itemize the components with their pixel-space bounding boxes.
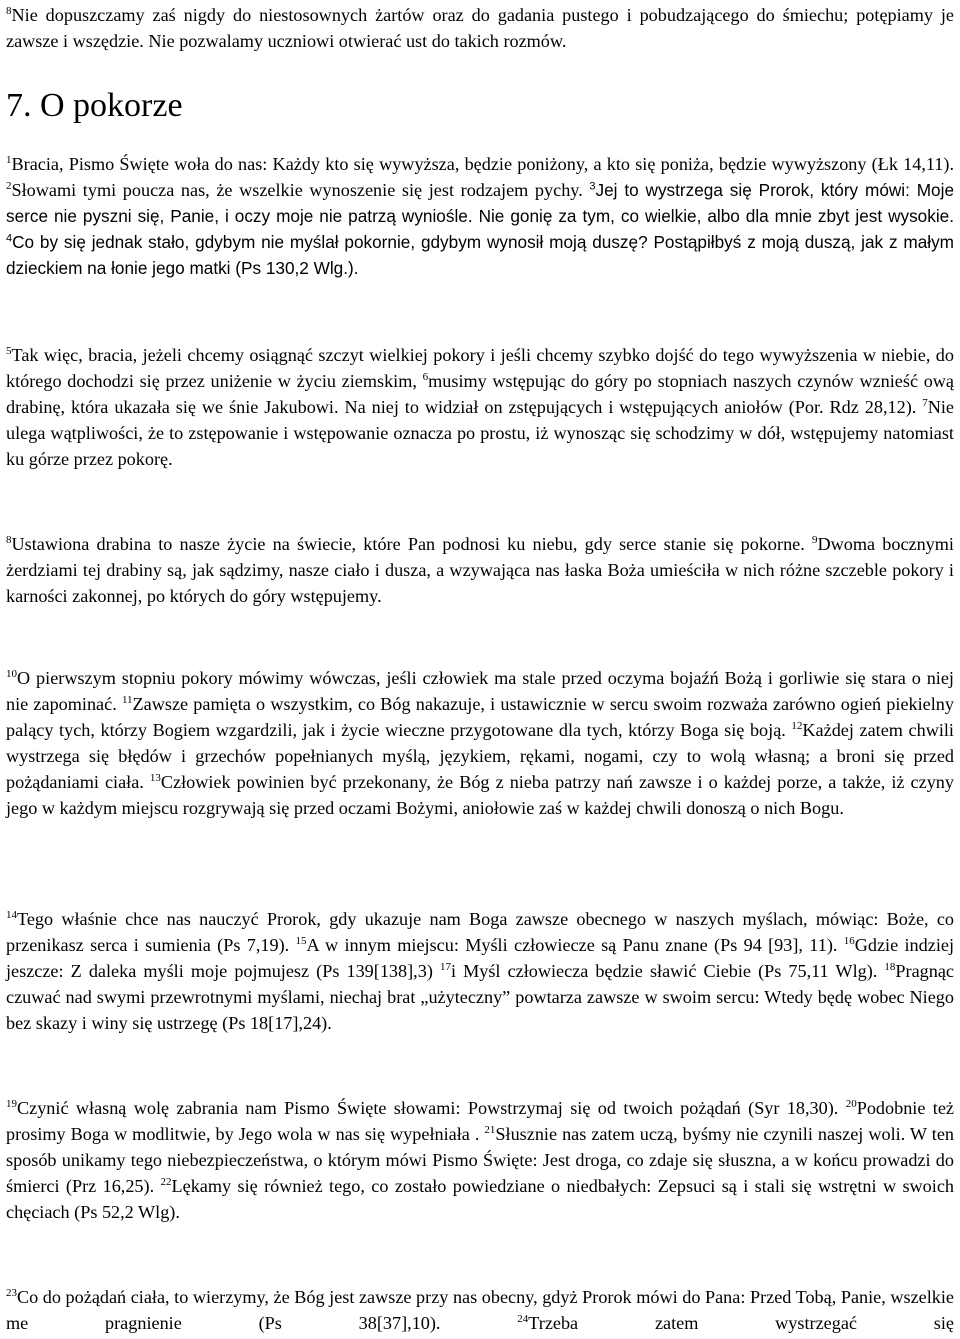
verse-text: i Myśl człowiecza będzie sławić Ciebie (Ps 75,11 Wlg). [450, 961, 885, 981]
verse-number: 4 [6, 232, 13, 245]
verse-text: Słusznie nas zatem uczą, byśmy nie czynili naszej woli. W ten sposób unikamy tego niebezpieczeństwa, o którym mówi Pismo Święte: Jest droga, co zdaje się słuszna, a w końcu prowadzi do śmierci (Prz 16,25). [6, 1124, 954, 1196]
verse-number: 1 [6, 153, 12, 166]
verse-number: 23 [6, 1286, 17, 1299]
verse-text: Zawsze pamięta o wszystkim, co Bóg nakazuje, i ustawicznie w sercu swoim rozważa zarówno ogień piekielny palący tych, którzy Bogiem wzgardzili, jak i życie wieczne przygotowane dla tych, którzy Boga się boją. [6, 694, 954, 740]
verse-number: 20 [845, 1097, 857, 1110]
verse-text: Człowiek powinien być przekonany, że Bóg z nieba patrzy nań zawsze i o każdej porze, a także, iż czyny jego w każdym miejscu rozgrywają się przed oczami Bożymi, aniołowie zaś w każdej chwili donoszą o nich Bogu. [6, 772, 954, 818]
paragraph-rule-6-end [6, 2, 954, 54]
verse-number: 21 [484, 1123, 496, 1136]
paragraph-verses-5-7 [6, 342, 954, 472]
verse-text: musimy wstępując do góry po stopniach naszych czynów wznieść ową drabinę, która ukazała się we śnie Jakubowi. Na niej to widział on zstępujących i wstępujących aniołów (Por. Rdz 28,12). [6, 371, 954, 417]
verse-text: Czynić własną wolę zabrania nam Pismo Święte słowami: Powstrzymaj się od twoich pożądań (Syr 18,30). [17, 1098, 846, 1118]
verse-text: Dwoma bocznymi żerdziami tej drabiny są, jak sądzimy, nasze ciało i dusza, a wzywająca nas łaska Boża umieściła w nich różne szczeble pokory i karności zakonnej, po których do góry wstępujemy. [6, 534, 954, 606]
verse-number: 12 [791, 719, 803, 732]
verse-number: 8 [6, 4, 12, 17]
verse-text: Co by się jednak stało, gdybym nie myślał pokornie, gdybym wynosił moją duszę? Postąpiłbyś z moją duszą, jak z małym dzieckiem na łonie jego matki (Ps 130,2 Wlg.). [6, 232, 954, 278]
verse-number: 19 [6, 1097, 17, 1110]
verse-number: 3 [589, 180, 596, 193]
verse-text: Pragnąc czuwać nad swymi przewrotnymi myślami, niechaj brat „użyteczny” powtarza zawsze w swoim sercu: Wtedy będę wobec Niego bez skazy i winy się ustrzegę (Ps 18[17],24). [6, 961, 954, 1033]
verse-text: Nie ulega wątpliwości, że to zstępowanie i wstępowanie oznacza po prostu, iż wynosząc się schodzimy w dół, wstępujemy natomiast ku górze przez pokorę. [6, 397, 954, 469]
verse-number: 8 [6, 533, 12, 546]
verse-number: 16 [843, 934, 855, 947]
verse-text: O pierwszym stopniu pokory mówimy wówczas, jeśli człowiek ma stale przed oczyma bojaźń Bożą i gorliwie się stara o niej nie zapominać. [6, 668, 954, 714]
verse-number: 7 [922, 396, 928, 409]
paragraph-verses-14-18 [6, 906, 954, 1036]
verse-text: Podobnie też prosimy Boga w modlitwie, by Jego wola w nas się wypełniała . [6, 1098, 954, 1144]
verse-text: Słowami tymi poucza nas, że wszelkie wynoszenie się jest rodzajem pychy. [11, 180, 590, 200]
verse-number: 14 [6, 908, 17, 921]
verse-number: 18 [884, 960, 896, 973]
verse-number: 5 [6, 344, 12, 357]
verse-text: Ustawiona drabina to nasze życie na świecie, które Pan podnosi ku niebu, gdy serce stanie się pokorne. [11, 534, 812, 554]
verse-number: 10 [6, 667, 17, 680]
verse-text: Jej to wystrzega się Prorok, który mówi: Moje serce nie pyszni się, Panie, i oczy moje nie patrzą wyniośle. Nie gonię za tym, co wielkie, albo dla mnie zbyt jest wysokie. [6, 180, 954, 226]
verse-number: 17 [439, 960, 451, 973]
verse-number: 13 [149, 771, 161, 784]
verse-number: 6 [422, 370, 429, 383]
verse-number: 9 [811, 533, 818, 546]
section-heading: 7. O pokorze [6, 87, 183, 124]
verse-text: Gdzie indziej jeszcze: Z daleka myśli moje pojmujesz (Ps 139[138],3) [6, 935, 954, 981]
paragraph-verses-10-13 [6, 665, 954, 821]
verse-text: Trzeba zatem wystrzegać się [528, 1313, 954, 1333]
verse-text: Bracia, Pismo Święte woła do nas: Każdy kto się wywyższa, będzie poniżony, a kto się poniża, będzie wywyższony (Łk 14,11). [11, 154, 954, 174]
verse-text: Każdej zatem chwili wystrzega się błędów i grzechów popełnianych myślą, językiem, rękami, nogami, czy to wolą własną; a broni się przed pożądaniami ciała. [6, 720, 954, 792]
verse-text: Lękamy się również tego, co zostało powiedziane o niedbałych: Zepsuci są i stali się wstrętni w swoich chęciach (Ps 52,2 Wlg). [6, 1176, 954, 1222]
verse-number: 11 [121, 693, 133, 706]
verse-text: A w innym miejscu: Myśli człowiecze są Panu znane (Ps 94 [93], 11). [306, 935, 844, 955]
paragraph-verses-8-9 [6, 531, 954, 609]
paragraph-verses-1-4 [6, 151, 954, 281]
verse-number: 15 [295, 934, 307, 947]
verse-number: 24 [517, 1312, 529, 1325]
verse-text: Co do pożądań ciała, to wierzymy, że Bóg jest zawsze przy nas obecny, gdyż Prorok mówi do Pana: Przed Tobą, Panie, wszelkie me pragnienie (Ps 38[37],10). [6, 1287, 954, 1333]
paragraph-verses-19-22 [6, 1095, 954, 1225]
paragraph-verses-23-24 [6, 1284, 954, 1336]
verse-number: 2 [6, 179, 12, 192]
verse-number: 22 [160, 1175, 172, 1188]
verse-text: Tak więc, bracia, jeżeli chcemy osiągnąć szczyt wielkiej pokory i jeśli chcemy szybko dojść do tego wywyższenia w niebie, do którego dochodzi się przez uniżenie w życiu ziemskim, [6, 345, 954, 391]
verse-text: Nie dopuszczamy zaś nigdy do niestosownych żartów oraz do gadania pustego i pobudzającego do śmiechu; potępiamy je zawsze i wszędzie. Nie pozwalamy uczniowi otwierać ust do takich rozmów. [6, 5, 954, 51]
verse-text: Tego właśnie chce nas nauczyć Prorok, gdy ukazuje nam Boga zawsze obecnego w naszych myślach, mówiąc: Boże, co przenikasz serca i sumienia (Ps 7,19). [6, 909, 954, 955]
